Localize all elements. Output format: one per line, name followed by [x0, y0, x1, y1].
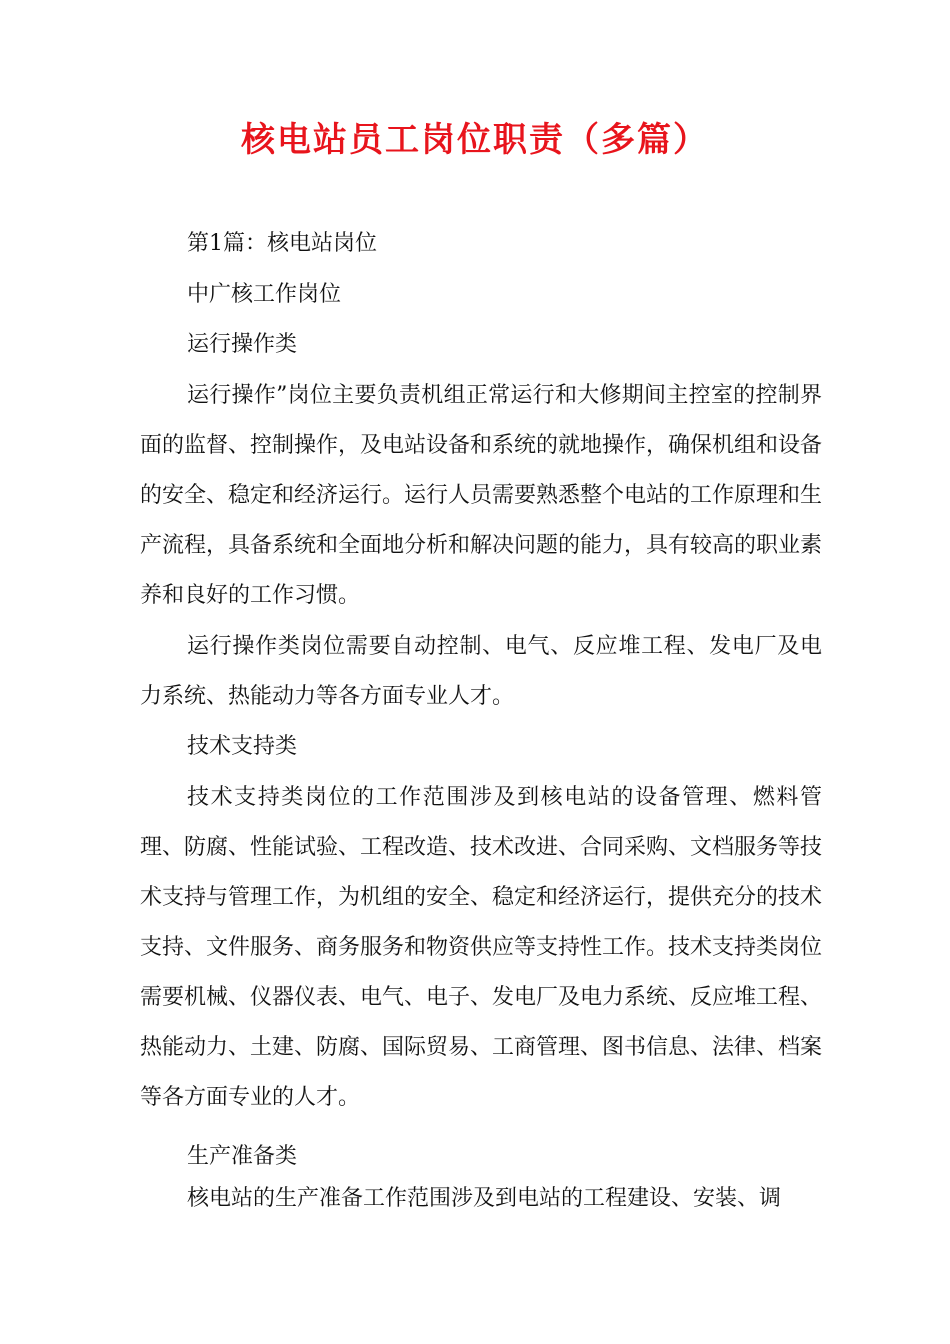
tech-support-paragraph: 技术支持类岗位的工作范围涉及到核电站的设备管理、燃料管理、防腐、性能试验、工程改造、技术改进、合同采购、文档服务等技术支持与管理工作，为机组的安全、稳定和经济运行，提供充分的技术支持、文件服务、商务服务和物资供应等支持性工作。技术支持类岗位需要机械、仪器仪表、电气、电子、发电厂及电力系统、反应堆工程、热能动力、土建、防腐、国际贸易、工商管理、图书信息、法律、档案等各方面专业的人才。 — [140, 785, 823, 1110]
document-title: 核电站员工岗位职责（多篇） — [241, 120, 709, 160]
section-heading-tech-support: 技术支持类 — [187, 734, 298, 759]
part-heading: 第1篇：核电站岗位 — [187, 231, 377, 256]
operations-paragraph-1: 运行操作”岗位主要负责机组正常运行和大修期间主控室的控制界面的监督、控制操作，及电站设备和系统的就地操作，确保机组和设备的安全、稳定和经济运行。运行人员需要熟悉整个电站的工作原理和生产流程，具备系统和全面地分析和解决问题的能力，具有较高的职业素养和良好的工作习惯。 — [140, 383, 823, 608]
section-heading-operations: 运行操作类 — [187, 332, 298, 357]
company-heading: 中广核工作岗位 — [187, 282, 342, 307]
operations-paragraph-2: 运行操作类岗位需要自动控制、电气、反应堆工程、发电厂及电力系统、热能动力等各方面专业人才。 — [140, 634, 822, 709]
section-heading-production-prep: 生产准备类 — [187, 1144, 298, 1169]
production-prep-paragraph: 核电站的生产准备工作范围涉及到电站的工程建设、安装、调 — [187, 1186, 782, 1211]
